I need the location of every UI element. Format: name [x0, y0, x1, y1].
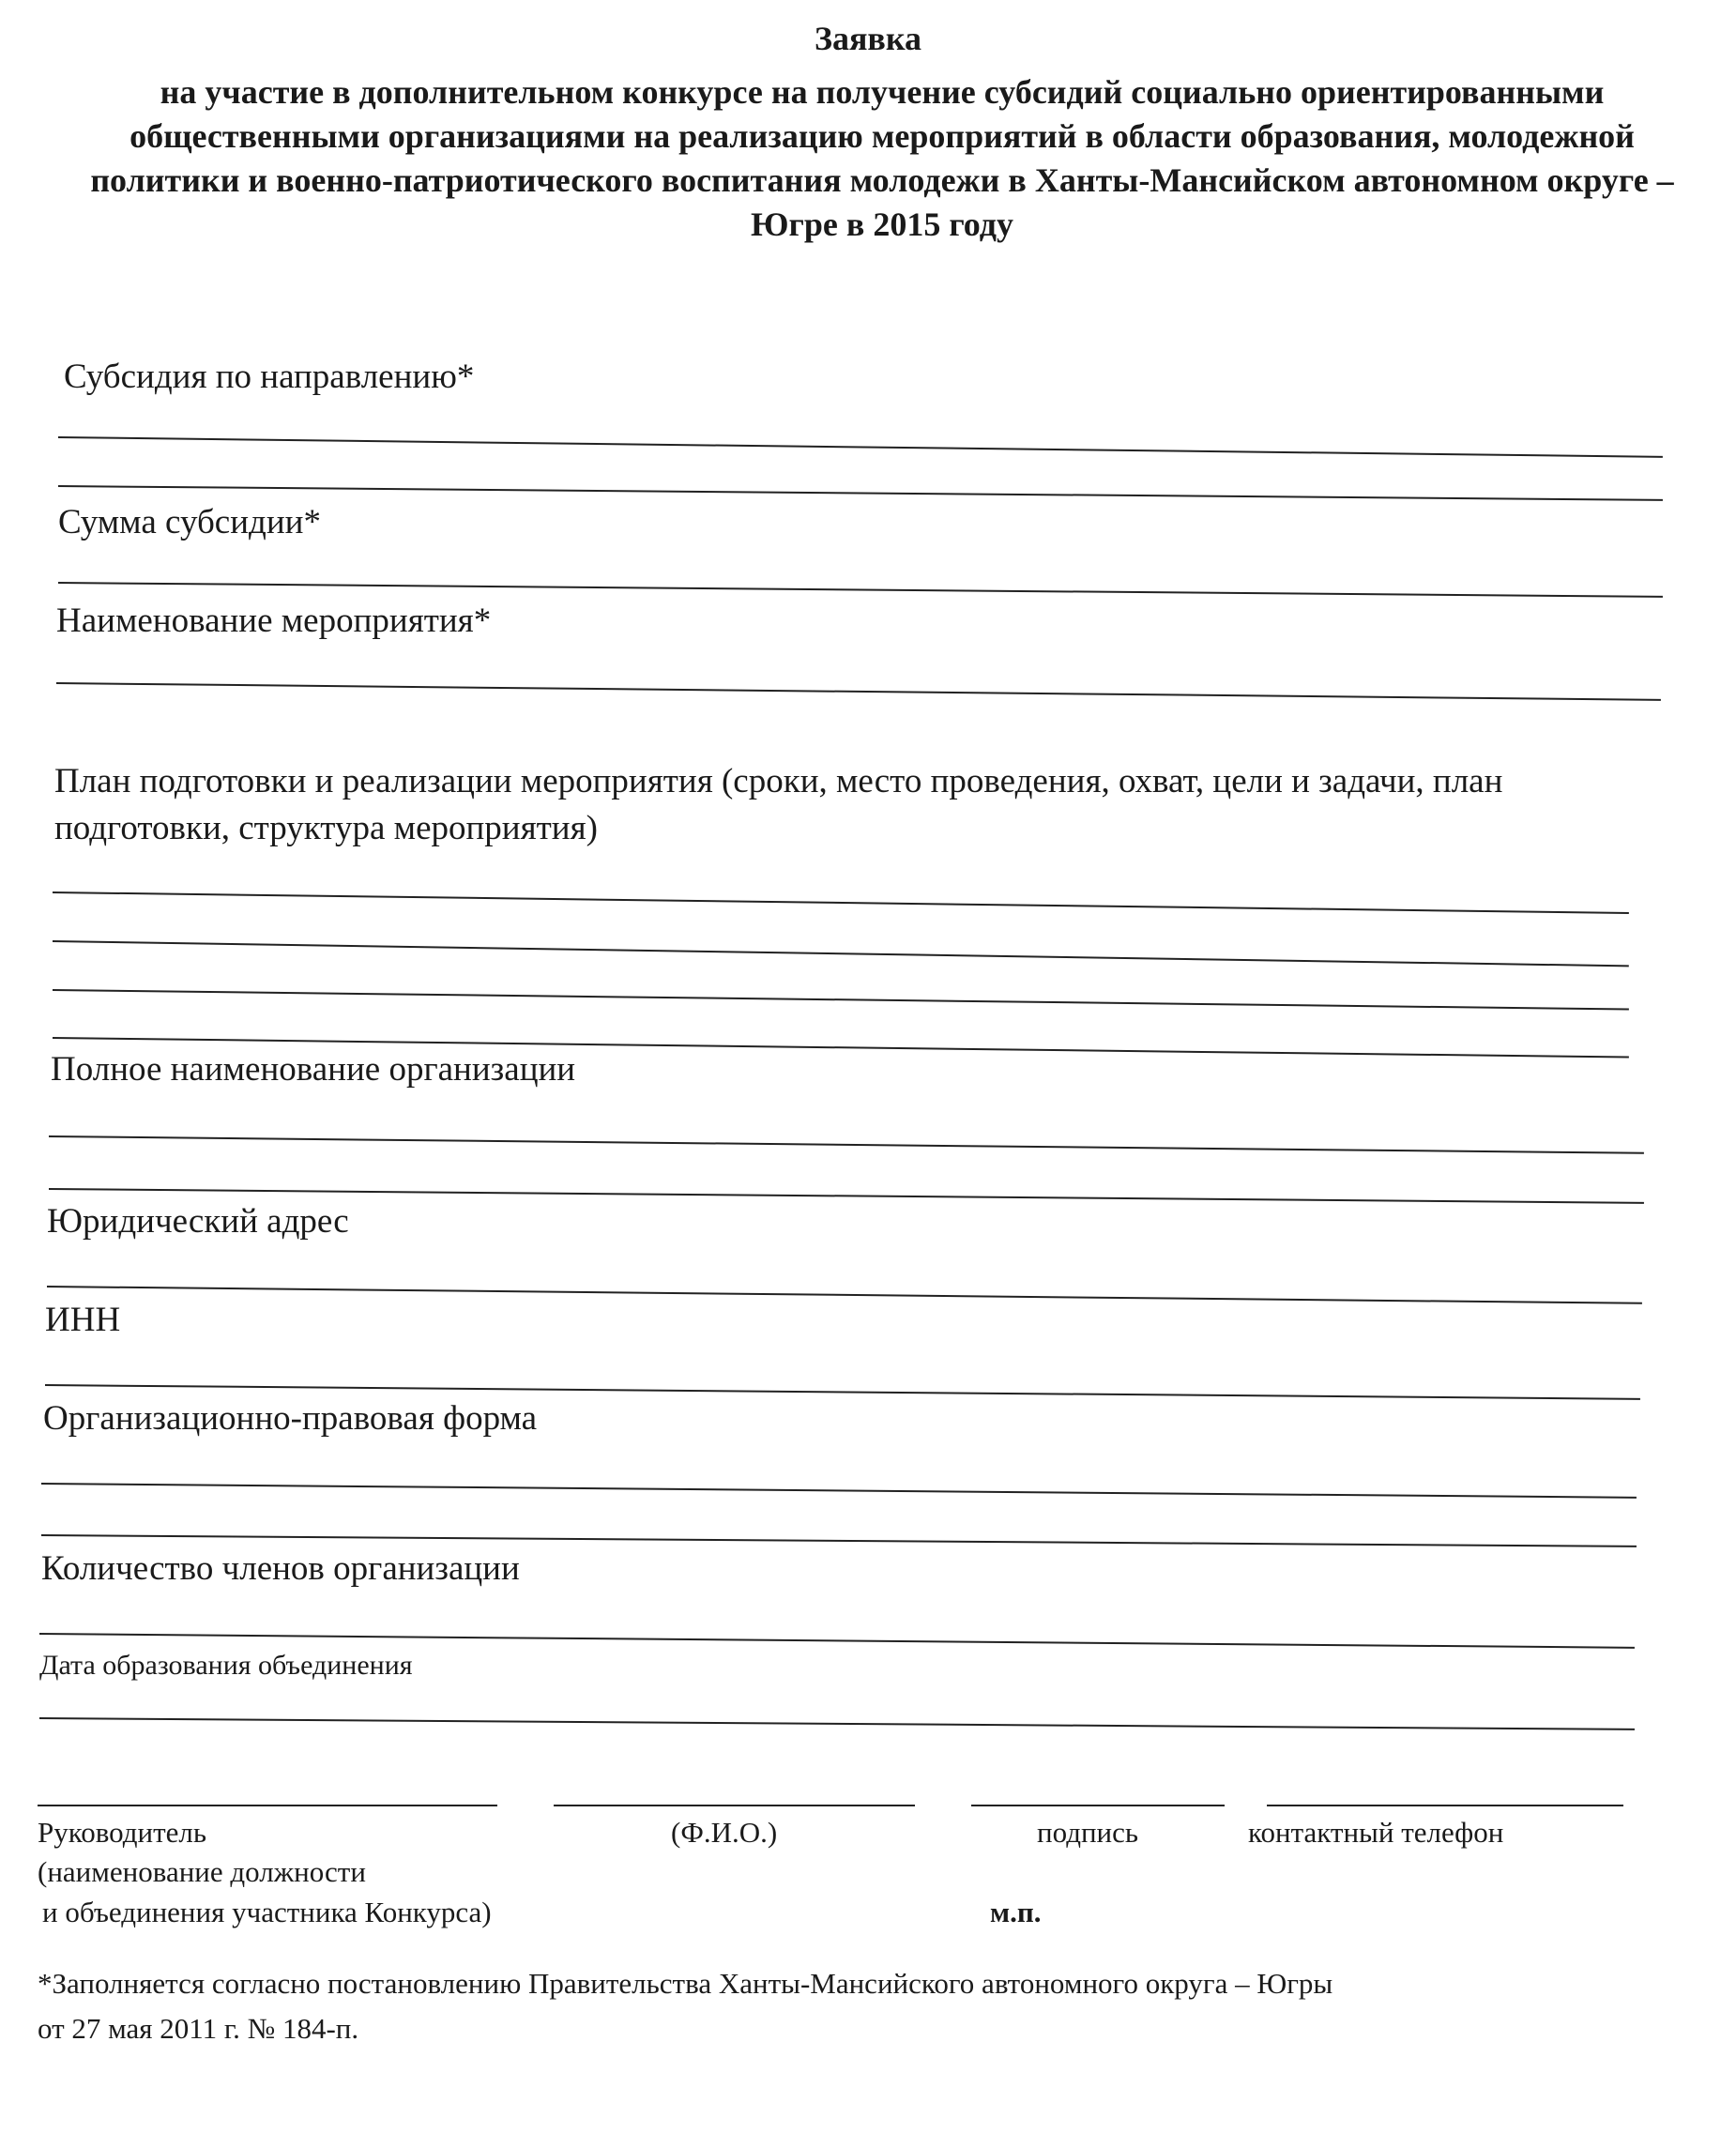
- signature-line-position[interactable]: [38, 1805, 497, 1806]
- field-label-subsidy-direction: Субсидия по направлению*: [64, 358, 475, 396]
- field-label-founding-date: Дата образования объединения: [39, 1650, 413, 1681]
- field-label-event-name: Наименование мероприятия*: [56, 602, 492, 640]
- field-label-event-plan: План подготовки и реализации мероприятия (сроки, место проведения, охват, цели и задачи, план подготовки, структура мероприятия): [54, 762, 1503, 847]
- head-note-1: (наименование должности: [38, 1855, 366, 1888]
- phone-label: контактный телефон: [1248, 1816, 1504, 1849]
- field-label-legal-address: Юридический адрес: [47, 1202, 349, 1241]
- field-line-subsidy-direction[interactable]: [58, 436, 1663, 458]
- field-line-legal-form[interactable]: [41, 1483, 1637, 1499]
- field-label-legal-form: Организационно-правовая форма: [43, 1399, 538, 1438]
- head-label: Руководитель: [38, 1816, 207, 1849]
- field-line-member-count[interactable]: [39, 1633, 1635, 1649]
- signature-label: подпись: [1037, 1816, 1139, 1849]
- field-line-legal-form-2[interactable]: [41, 1534, 1637, 1547]
- footnote: [38, 1961, 1633, 2051]
- field-label-inn: ИНН: [45, 1301, 121, 1339]
- field-line-org-full-name[interactable]: [49, 1135, 1644, 1154]
- field-line-event-plan-2[interactable]: [53, 940, 1629, 967]
- field-line-founding-date[interactable]: [39, 1717, 1635, 1730]
- footnote-line-1: *Заполняется согласно постановлению Правительства Ханты-Мансийского автономного округа – Югры: [38, 1967, 1333, 2000]
- field-label-member-count: Количество членов организации: [41, 1549, 520, 1588]
- footnote-line-2: от 27 мая 2011 г. № 184-п.: [38, 2012, 359, 2045]
- field-label-subsidy-amount: Сумма субсидии*: [58, 503, 321, 541]
- head-note-2: и объединения участника Конкурса): [42, 1896, 492, 1928]
- field-line-event-name[interactable]: [56, 682, 1661, 701]
- signature-line-phone[interactable]: [1267, 1805, 1623, 1806]
- fio-label: (Ф.И.О.): [671, 1816, 778, 1849]
- stamp-label: м.п.: [990, 1896, 1042, 1928]
- field-line-event-plan-1[interactable]: [53, 891, 1629, 914]
- form-title: Заявка: [814, 20, 922, 57]
- form-subtitle: на участие в дополнительном конкурсе на получение субсидий социально ориентированными общественными организациями на реализацию мероприятий в области образования, молодежной политики и военно-патриотического воспитания молодежи в Ханты-Мансийском автономном округе – Югре в 2015 году: [90, 73, 1674, 243]
- field-line-subsidy-amount[interactable]: [58, 582, 1663, 598]
- field-line-legal-address[interactable]: [47, 1286, 1642, 1304]
- field-line-event-plan-3[interactable]: [53, 989, 1629, 1011]
- field-line-subsidy-direction-2[interactable]: [58, 485, 1663, 501]
- signature-line-fio[interactable]: [554, 1805, 915, 1806]
- field-label-org-full-name: Полное наименование организации: [51, 1050, 576, 1089]
- signature-line-signature[interactable]: [971, 1805, 1225, 1806]
